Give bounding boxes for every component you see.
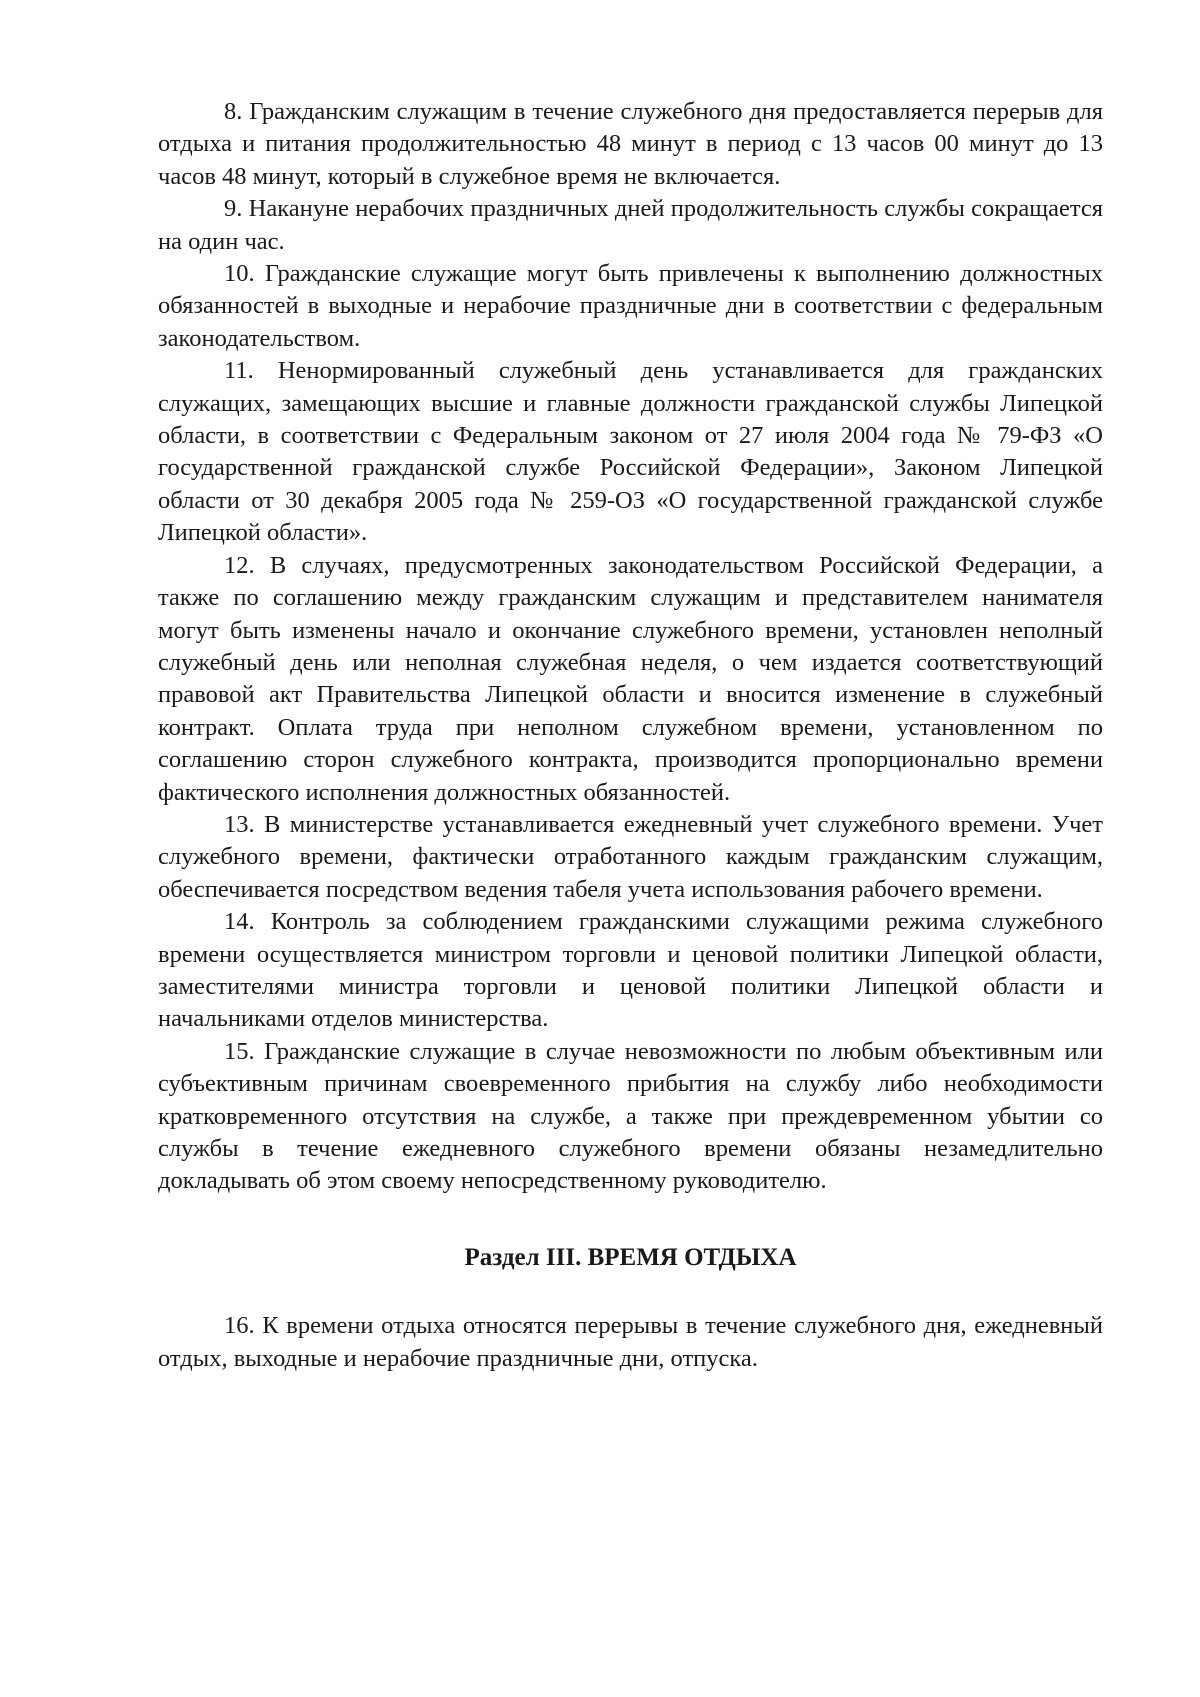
paragraph-8: 8. Гражданским служащим в течение служебного дня предоставляется перерыв для отдыха и питания продолжительностью 48 минут в период с 13 часов 00 минут до 13 часов 48 минут, который в служебное время не включается. [158,98,1103,190]
paragraph-9: 9. Накануне нерабочих праздничных дней продолжительность службы сокращается на один час. [158,195,1103,255]
section-title: Раздел III. ВРЕМЯ ОТДЫХА [464,1243,797,1271]
paragraph-14: 14. Контроль за соблюдением гражданскими служащими режима служебного времени осуществляется министром торговли и ценовой политики Липецкой области, заместителями министра торговли и ценовой политики Липецкой области и начальниками отделов министерства. [158,908,1103,1033]
paragraph-12: 12. В случаях, предусмотренных законодательством Российской Федерации, а также по соглашению между гражданским служащим и представителем нанимателя могут быть изменены начало и окончание служебного времени, установлен неполный служебный день или неполная служебная неделя, о чем издается соответствующий правовой акт Правительства Липецкой области и вносится изменение в служебный контракт. Оплата труда при неполном служебном времени, установленном по соглашению сторон служебного контракта, производится пропорционально времени фактического исполнения должностных обязанностей. [158,551,1103,806]
paragraph-11: 11. Ненормированный служебный день устанавливается для гражданских служащих, замещающих высшие и главные должности гражданской службы Липецкой области, в соответствии с Федеральным законом от 27 июля 2004 года № 79-ФЗ «О государственной гражданской службе Российской Федерации», Законом Липецкой области от 30 декабря 2005 года № 259-ОЗ «О государственной гражданской службе Липецкой области». [158,357,1103,547]
document-page [158,96,1103,1375]
paragraph-10: 10. Гражданские служащие могут быть привлечены к выполнению должностных обязанностей в выходные и нерабочие праздничные дни в соответствии с федеральным законодательством. [158,260,1103,352]
paragraph-13: 13. В министерстве устанавливается ежедневный учет служебного времени. Учет служебного времени, фактически отработанного каждым гражданским служащим, обеспечивается посредством ведения табеля учета использования рабочего времени. [158,810,1103,903]
paragraph-15: 15. Гражданские служащие в случае невозможности по любым объективным или субъективным причинам своевременного прибытия на службу либо необходимости кратковременного отсутствия на службе, а также при преждевременном убытии со службы в течение ежедневного служебного времени обязаны незамедлительно докладывать об этом своему непосредственному руководителю. [158,1037,1103,1195]
paragraph-16: 16. К времени отдыха относятся перерывы в течение служебного дня, ежедневный отдых, выходные и нерабочие праздничные дни, отпуска. [158,1312,1103,1372]
